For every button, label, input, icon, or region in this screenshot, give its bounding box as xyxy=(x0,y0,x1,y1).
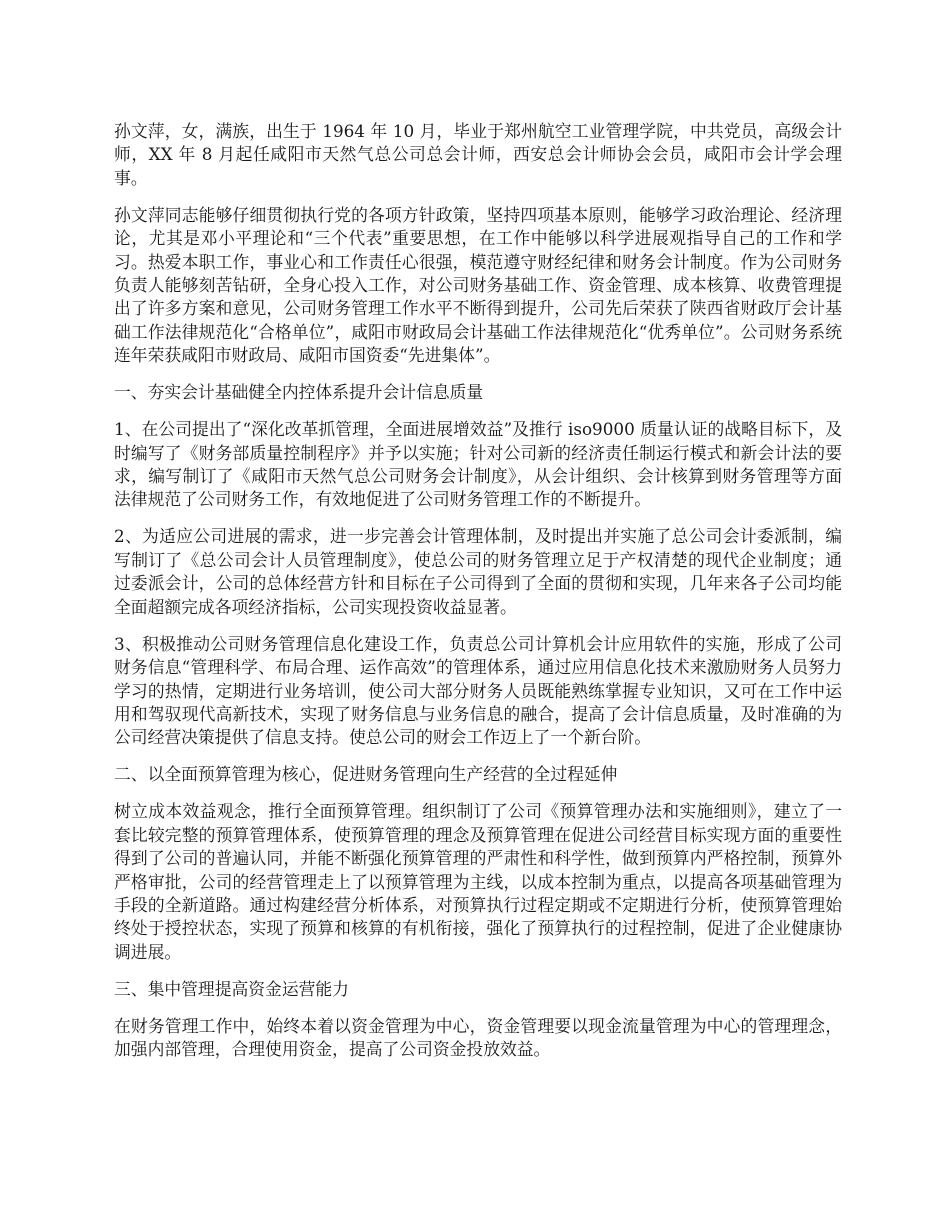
profile-paragraph: 孙文萍，女，满族，出生于 1964 年 10 月，毕业于郑州航空工业管理学院，中共党员，高级会计师，XX 年 8 月起任咸阳市天然气总公司总会计师，西安总会计师协会会员，咸阳市会计学会理事。 xyxy=(114,121,842,188)
section-heading-1: 一、夯实会计基础健全内控体系提升会计信息质量 xyxy=(114,382,484,403)
section-1-item-1: 1、在公司提出了“深化改革抓管理，全面进展增效益”及推行 iso9000 质量认证的战略目标下，及时编写了《财务部质量控制程序》并予以实施；针对公司新的经济责任制运行模式和新会计法的要求，编写制订了《咸阳市天然气总公司财务会计制度》，从会计组织、会计核算到财务管理等方面法律规范了公司财务工作，有效地促进了公司财务管理工作的不断提升。 xyxy=(114,419,842,510)
section-heading-2: 二、以全面预算管理为核心，促进财务管理向生产经营的全过程延伸 xyxy=(114,764,618,785)
section-1-item-2: 2、为适应公司进展的需求，进一步完善会计管理体制，及时提出并实施了总公司会计委派制，编写制订了《总公司会计人员管理制度》，使总公司的财务管理立足于产权清楚的现代企业制度；通过委派会计，公司的总体经营方针和目标在子公司得到了全面的贯彻和实现，几年来各子公司均能全面超额完成各项经济指标，公司实现投资收益显著。 xyxy=(114,526,842,617)
section-2-paragraph: 树立成本效益观念，推行全面预算管理。组织制订了公司《预算管理办法和实施细则》，建立了一套比较完整的预算管理体系，使预算管理的理念及预算管理在促进公司经营目标实现方面的重要性得到了公司的普遍认同，并能不断强化预算管理的严肃性和科学性，做到预算内严格控制，预算外严格审批，公司的经营管理走上了以预算管理为主线，以成本控制为重点，以提高各项基础管理为手段的全新道路。通过构建经营分析体系，对预算执行过程定期或不定期进行分析，使预算管理始终处于授控状态，实现了预算和核算的有机衔接，强化了预算执行的过程控制，促进了企业健康协调进展。 xyxy=(114,801,842,962)
document-page xyxy=(114,120,842,1075)
section-3-paragraph: 在财务管理工作中，始终本着以资金管理为中心，资金管理要以现金流量管理为中心的管理理念，加强内部管理，合理使用资金，提高了公司资金投放效益。 xyxy=(114,1015,842,1060)
overview-paragraph: 孙文萍同志能够仔细贯彻执行党的各项方针政策，坚持四项基本原则，能够学习政治理论、经济理论，尤其是邓小平理论和“三个代表”重要思想，在工作中能够以科学进展观指导自己的工作和学习。热爱本职工作，事业心和工作责任心很强，模范遵守财经纪律和财务会计制度。作为公司财务负责人能够刻苦钻研，全身心投入工作，对公司财务基础工作、资金管理、成本核算、收费管理提出了许多方案和意见，公司财务管理工作水平不断得到提升，公司先后荣获了陕西省财政厅会计基础工作法律规范化“合格单位”，咸阳市财政局会计基础工作法律规范化“优秀单位”。公司财务系统连年荣获咸阳市财政局、咸阳市国资委“先进集体”。 xyxy=(114,204,842,366)
section-1-item-3: 3、积极推动公司财务管理信息化建设工作，负责总公司计算机会计应用软件的实施，形成了公司财务信息“管理科学、布局合理、运作高效”的管理体系，通过应用信息化技术来激励财务人员努力学习的热情，定期进行业务培训，使公司大部分财务人员既能熟练掌握专业知识，又可在工作中运用和驾驭现代高新技术，实现了财务信息与业务信息的融合，提高了会计信息质量，及时准确的为公司经营决策提供了信息支持。使总公司的财会工作迈上了一个新台阶。 xyxy=(114,633,842,748)
section-heading-3: 三、集中管理提高资金运营能力 xyxy=(114,978,349,999)
